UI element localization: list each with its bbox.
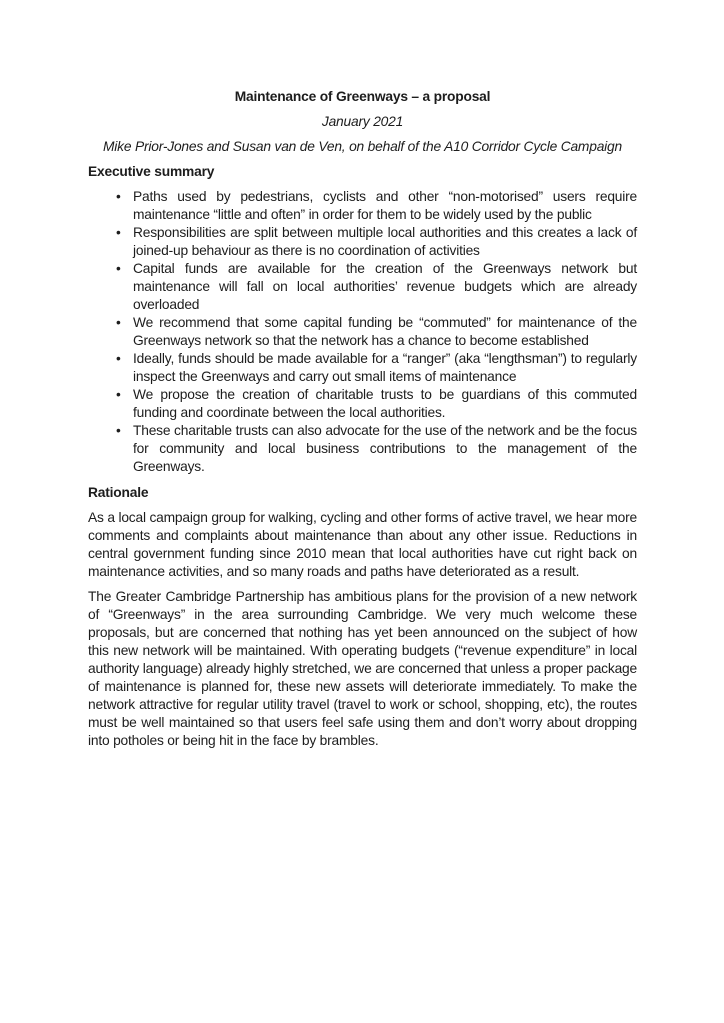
bullet-item: • Paths used by pedestrians, cyclists and other “non-motorised” users require maintenance “little and often” in order for them to be widely used by the public — [88, 188, 637, 224]
heading-executive-summary: Executive summary — [88, 164, 215, 179]
bullet-item: • Responsibilities are split between multiple local authorities and this creates a lack of joined-up behaviour as there is no coordination of activities — [88, 224, 637, 260]
bullet-list — [88, 188, 637, 476]
paragraph-rationale-2: The Greater Cambridge Partnership has ambitious plans for the provision of a new network of “Greenways” in the area surrounding Cambridge. We very much welcome these proposals, but are concerned that nothing has yet been announced on the subject of how this new network will be maintained. With operating budgets (“revenue expenditure” in local authority language) already highly stretched, we are concerned that unless a proper package of maintenance is planned for, these new assets will deteriorate immediately. To make the network attractive for regular utility travel (travel to work or school, shopping, etc), the routes must be well maintained so that users feel safe using them and don’t worry about dropping into potholes or being hit in the face by brambles. — [88, 589, 637, 748]
bullet-item: • Capital funds are available for the creation of the Greenways network but maintenance will fall on local authorities’ revenue budgets which are already overloaded — [88, 260, 637, 314]
bullet-item: • We recommend that some capital funding be “commuted” for maintenance of the Greenways network so that the network has a chance to become established — [88, 314, 637, 350]
paragraph-rationale-1: As a local campaign group for walking, cycling and other forms of active travel, we hear more comments and complaints about maintenance than about any other issue. Reductions in central government funding since 2010 mean that local authorities have cut right back on maintenance activities, and so many roads and paths have deteriorated as a result. — [88, 510, 637, 579]
bullet-item: • We propose the creation of charitable trusts to be guardians of this commuted funding and coordinate between the local authorities. — [88, 386, 637, 422]
byline: Mike Prior-Jones and Susan van de Ven, on behalf of the A10 Corridor Cycle Campaign — [103, 139, 622, 154]
date-line: January 2021 — [321, 114, 404, 129]
bullet-item: • Ideally, funds should be made available for a “ranger” (aka “lengthsman”) to regularly inspect the Greenways and carry out small items of maintenance — [88, 350, 637, 386]
heading-rationale: Rationale — [88, 485, 149, 500]
bullet-item: • These charitable trusts can also advocate for the use of the network and be the focus for community and local business contributions to the management of the Greenways. — [88, 422, 637, 476]
page-title: Maintenance of Greenways – a proposal — [234, 89, 491, 104]
